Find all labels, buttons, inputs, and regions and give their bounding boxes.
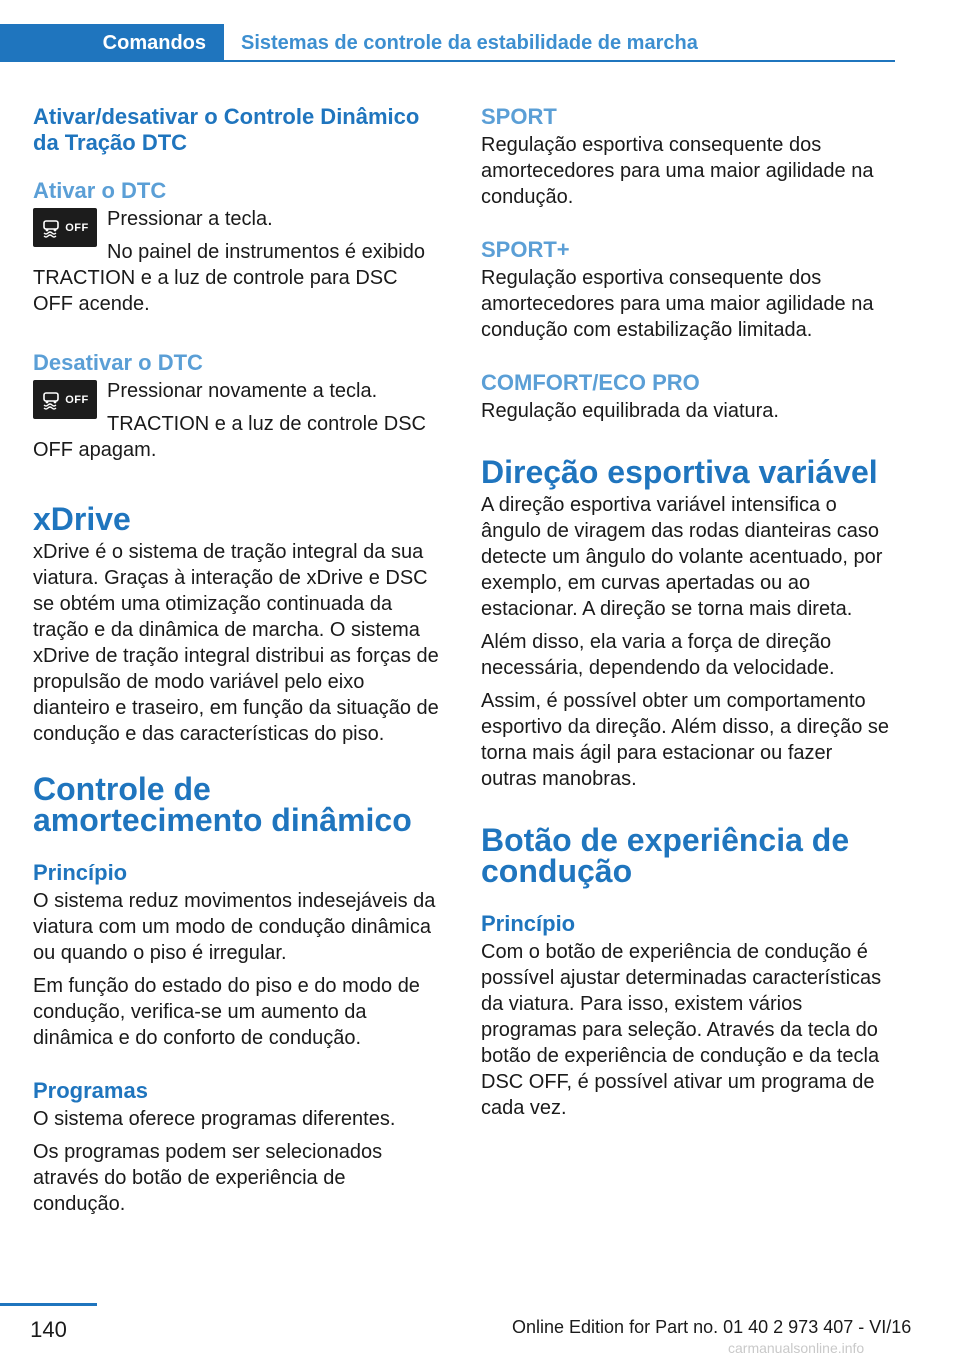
deactivate-dtc-heading: Desativar o DTC [33,350,203,375]
sport-paragraph: Regulação esportiva consequente dos amortecedores para uma maior agilidade na condução. [481,134,874,208]
principle-paragraph-1: O sistema reduz movimentos indesejáveis da viatura com um modo de condução dinâmica ou quando o piso é irregular. [33,890,436,964]
principle-heading: Princípio [33,860,128,885]
footer-rule [0,1303,97,1306]
experience-paragraph: Com o botão de experiência de condução é possível ajustar determinadas características da viatura. Para isso, existem vários programas para seleção. Através da tecla do botão de experiência de condução e da tecla DSC OFF, é possível ativar um programa de cada vez. [481,941,882,1119]
experience-heading: Botão de experiência de condução [481,822,850,889]
page-header [0,24,895,62]
deactivate-step-2: TRACTION e a luz de controle DSC OFF apagam. [33,413,426,461]
xdrive-paragraph: xDrive é o sistema de tração integral da sua viatura. Graças à interação de xDrive e DSC se obtém uma otimização continuada da tração e da dinâmica de marcha. O sistema xDrive de tração integral distribui as forças de propulsão de modo variável pelo eixo dianteiro e traseiro, em função da situação de condução e das características do piso. [33,541,439,745]
button-off-label: OFF [65,221,89,234]
activate-step-2: No painel de instrumentos é exibido TRACTION e a luz de controle para DSC OFF acende. [33,241,425,315]
principle-paragraph-2: Em função do estado do piso e do modo de condução, verifica-se um aumento da dinâmica e do conforto de condução. [33,975,420,1049]
dsc-off-button-icon [33,380,97,419]
steering-paragraph-3: Assim, é possível obter um comportamento esportivo da direção. Além disso, a direção se torna mais ágil para estacionar ou fazer outras manobras. [481,690,889,790]
steering-heading: Direção esportiva variável [481,454,878,490]
chapter-tab: Comandos [0,24,224,62]
activate-step-1: Pressionar a tecla. [107,208,273,230]
damping-heading: Controle de amortecimento dinâmico [33,771,412,838]
sport-plus-paragraph: Regulação esportiva consequente dos amortecedores para uma maior agilidade na condução com estabilização limitada. [481,267,874,341]
dsc-off-button-icon [33,208,97,247]
xdrive-heading: xDrive [33,501,131,537]
header-rule [224,60,895,62]
experience-principle-heading: Princípio [481,911,576,936]
page-number: 140 [30,1317,67,1342]
deactivate-step-1: Pressionar novamente a tecla. [107,380,378,402]
section-title: Sistemas de controle da estabilidade de marcha [241,31,698,54]
activate-dtc-heading: Ativar o DTC [33,178,167,203]
watermark: carmanualsonline.info [728,1340,865,1356]
programs-paragraph-2: Os programas podem ser selecionados através do botão de experiência de condução. [33,1141,383,1215]
right-column [481,104,891,1128]
dtc-title: Ativar/desativar o Controle Dinâmico da Tração DTC [33,104,420,155]
comfort-paragraph: Regulação equilibrada da viatura. [481,400,779,422]
edition-note: Online Edition for Part no. 01 40 2 973 407 - VI/16 [512,1317,912,1337]
sport-heading: SPORT [481,104,557,129]
steering-paragraph-1: A direção esportiva variável intensifica o ângulo de viragem das rodas dianteiras caso detecte um ângulo do volante acentuado, por exemplo, em curvas apertadas ou ao estacionar. A direção se torna mais direta. [481,494,883,620]
left-column [33,104,443,1224]
comfort-heading: COMFORT/ECO PRO [481,370,700,395]
car-skid-icon [41,390,61,410]
button-off-label: OFF [65,393,89,406]
steering-paragraph-2: Além disso, ela varia a força de direção necessária, dependendo da velocidade. [481,631,835,679]
programs-paragraph-1: O sistema oferece programas diferentes. [33,1108,396,1130]
programs-heading: Programas [33,1078,148,1103]
sport-plus-heading: SPORT+ [481,237,570,262]
car-skid-icon [41,218,61,238]
